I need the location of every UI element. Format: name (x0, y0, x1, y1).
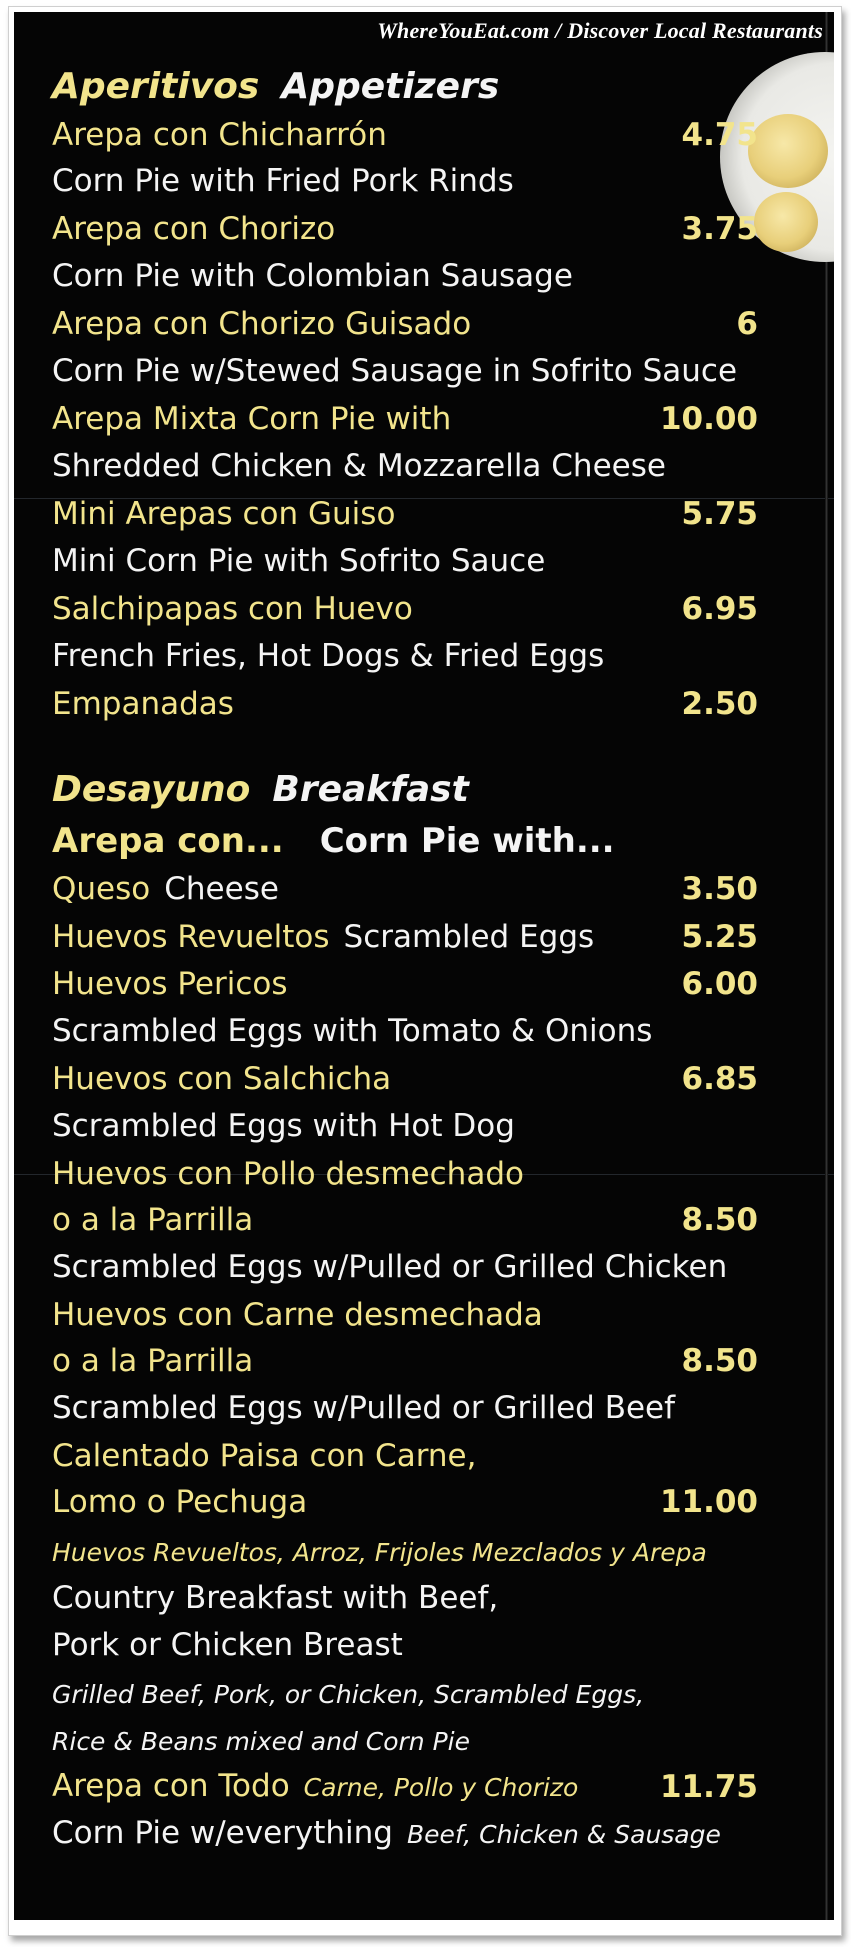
menu-item (52, 396, 758, 442)
item-name-detail: Carne, Pollo y Chorizo (303, 1773, 579, 1802)
item-name: Huevos con Pollo desmechado (52, 1156, 524, 1192)
watermark: WhereYouEat.com / Discover Local Restaurants (377, 18, 823, 43)
menu-item (52, 1056, 758, 1102)
item-price: 3.75 (681, 211, 758, 247)
item-name: Arepa Mixta Corn Pie with (52, 401, 452, 437)
menu-item (52, 1197, 758, 1243)
item-description: Corn Pie w/Stewed Sausage in Sofrito Sauce (52, 353, 738, 389)
item-description: Pork or Chicken Breast (52, 1627, 403, 1663)
item-name: Huevos Revueltos (52, 919, 330, 955)
item-price: 8.50 (681, 1343, 758, 1379)
item-name: Lomo o Pechuga (52, 1484, 308, 1520)
item-description: Corn Pie with Colombian Sausage (52, 258, 573, 294)
item-description: Mini Corn Pie with Sofrito Sauce (52, 543, 546, 579)
section-title-es: Desayuno (52, 768, 251, 810)
section-title-en: Breakfast (272, 768, 469, 810)
item-description: Scrambled Eggs with Tomato & Onions (52, 1013, 653, 1049)
subtitle-es: Arepa con... (52, 820, 284, 861)
arepa-image (748, 114, 828, 188)
item-name-en: Scrambled Eggs (343, 919, 595, 955)
item-note: Huevos Revueltos, Arroz, Frijoles Mezclados y Arepa (52, 1538, 707, 1567)
item-name: Queso (52, 871, 151, 907)
menu-item (52, 491, 758, 537)
menu-item (52, 206, 758, 252)
item-description: Scrambled Eggs w/Pulled or Grilled Chicken (52, 1249, 728, 1285)
item-name: o a la Parrilla (52, 1202, 254, 1238)
item-price: 11.75 (659, 1769, 758, 1805)
menu-item (52, 1338, 758, 1384)
item-description-detail: Beef, Chicken & Sausage (407, 1820, 721, 1849)
fold-edge (825, 12, 828, 1920)
item-description-row (52, 1811, 758, 1857)
item-price: 10.00 (659, 401, 758, 437)
item-price: 2.50 (681, 686, 758, 722)
item-price: 3.50 (681, 871, 758, 907)
menu-item (52, 961, 758, 1007)
item-name: Arepa con Todo (52, 1768, 290, 1804)
item-name: Salchipapas con Huevo (52, 591, 413, 627)
menu-item (52, 681, 758, 727)
item-description: Scrambled Eggs w/Pulled or Grilled Beef (52, 1390, 676, 1426)
item-price: 5.25 (681, 919, 758, 955)
item-note: Grilled Beef, Pork, or Chicken, Scrambled Eggs, (52, 1680, 645, 1709)
item-description: Country Breakfast with Beef, (52, 1580, 499, 1616)
item-price: 8.50 (681, 1202, 758, 1238)
item-name: Arepa con Chicharrón (52, 117, 387, 153)
menu-item (52, 914, 758, 960)
section-title-es: Aperitivos (52, 65, 260, 107)
item-name: Huevos con Salchicha (52, 1061, 392, 1097)
subtitle-en: Corn Pie with... (319, 820, 615, 861)
menu-item (52, 866, 758, 912)
item-name: Arepa con Chorizo Guisado (52, 306, 472, 342)
item-name: Arepa con Chorizo (52, 211, 336, 247)
item-name: Huevos Pericos (52, 966, 288, 1002)
item-description: French Fries, Hot Dogs & Fried Eggs (52, 638, 605, 674)
item-name: Empanadas (52, 686, 234, 722)
item-price: 11.00 (659, 1484, 758, 1520)
item-price: 6 (736, 306, 758, 342)
menu-item (52, 586, 758, 632)
menu-item (52, 1764, 758, 1810)
menu-item (52, 1292, 758, 1338)
item-description: Corn Pie with Fried Pork Rinds (52, 163, 514, 199)
item-price: 6.00 (681, 966, 758, 1002)
item-price: 5.75 (681, 496, 758, 532)
item-name: Mini Arepas con Guiso (52, 496, 396, 532)
section-title-breakfast (52, 767, 758, 813)
menu-item (52, 112, 758, 158)
section-title-en: Appetizers (281, 65, 500, 107)
item-name: Calentado Paisa con Carne, (52, 1438, 477, 1474)
section-title-appetizers (52, 64, 758, 110)
item-description: Shredded Chicken & Mozzarella Cheese (52, 448, 666, 484)
menu-item (52, 1151, 758, 1197)
item-description: Scrambled Eggs with Hot Dog (52, 1108, 515, 1144)
section-subtitle (52, 818, 758, 864)
item-price: 6.85 (681, 1061, 758, 1097)
item-price: 4.75 (681, 117, 758, 153)
menu-item (52, 301, 758, 347)
menu-item (52, 1433, 758, 1479)
item-name: o a la Parrilla (52, 1343, 254, 1379)
item-price: 6.95 (681, 591, 758, 627)
item-note: Rice & Beans mixed and Corn Pie (52, 1727, 470, 1756)
item-description: Corn Pie w/everything (52, 1815, 393, 1851)
menu-item (52, 1479, 758, 1525)
item-name: Huevos con Carne desmechada (52, 1297, 543, 1333)
arepa-image (754, 192, 818, 252)
item-name-en: Cheese (164, 871, 279, 907)
